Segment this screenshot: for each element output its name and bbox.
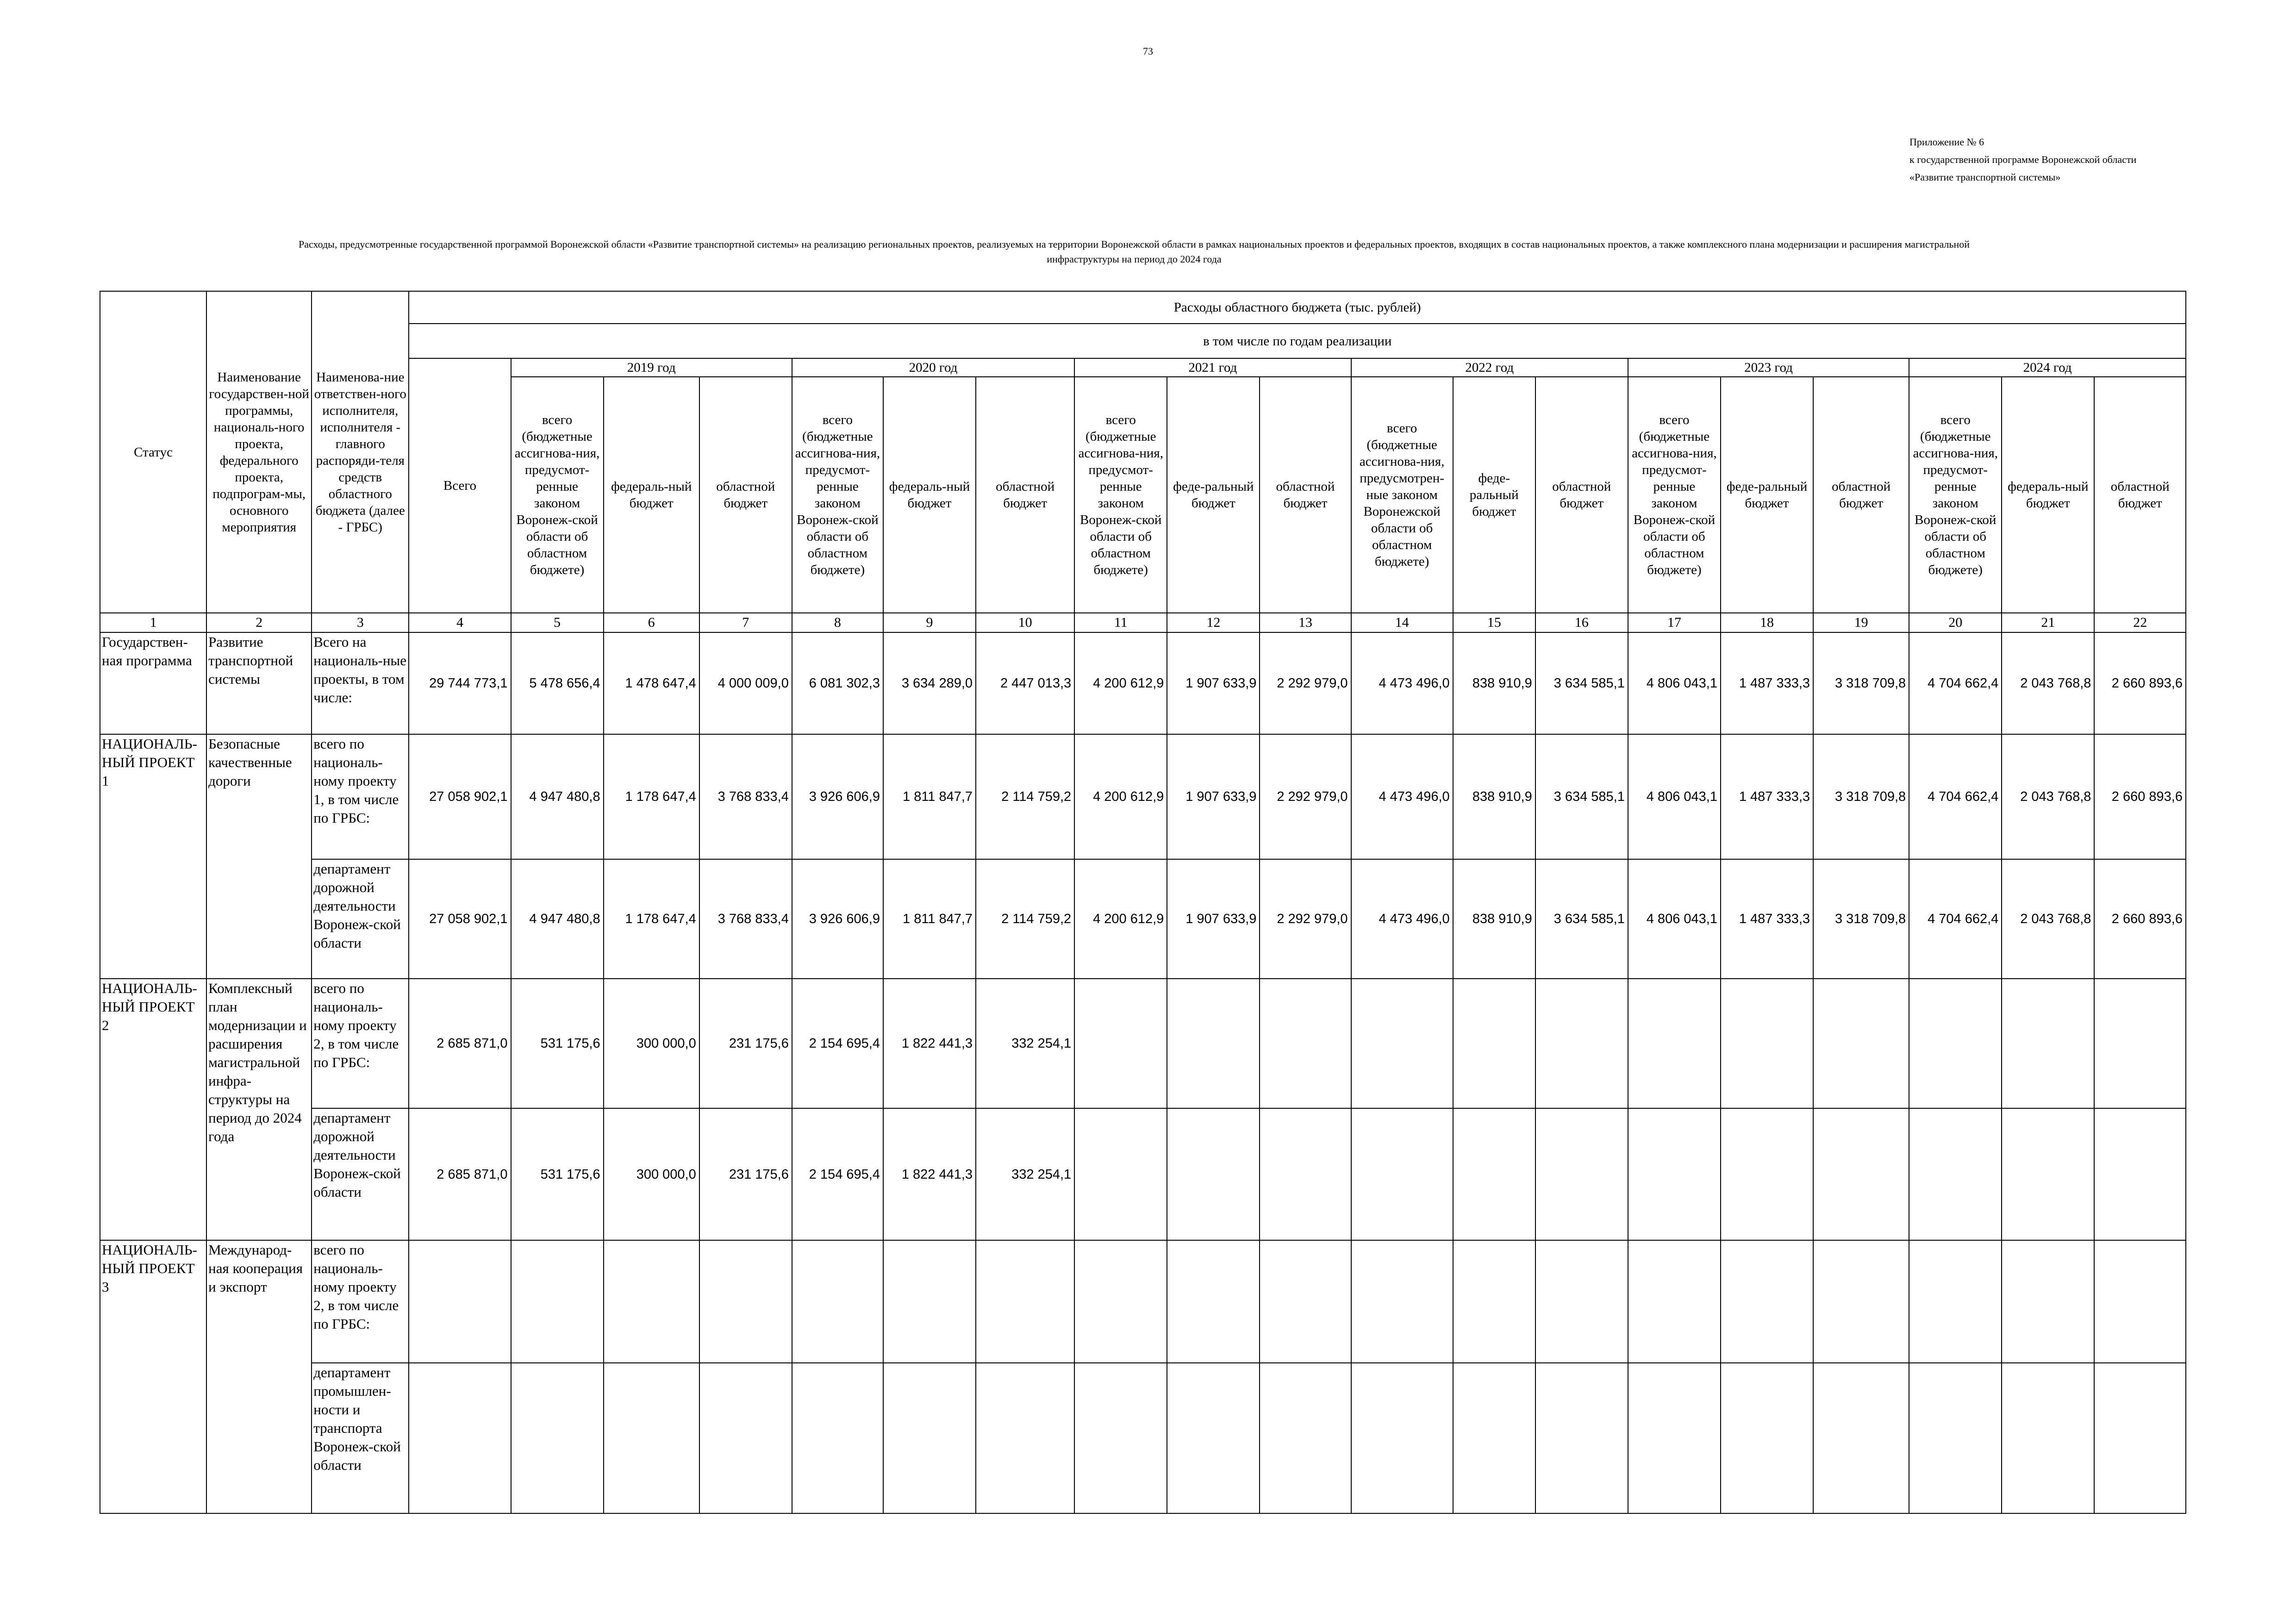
value-cell: 3 768 833,4: [699, 734, 792, 859]
value-cell: 3 926 606,9: [792, 859, 883, 979]
value-cell: 6 081 302,3: [792, 632, 883, 734]
column-number: 8: [792, 613, 883, 632]
appendix-line-3: «Развитие транспортной системы»: [1909, 171, 2061, 183]
value-cell: [1260, 979, 1351, 1108]
value-cell: 5 478 656,4: [511, 632, 604, 734]
value-cell: 2 043 768,8: [2002, 632, 2094, 734]
value-cell: [1535, 1240, 1628, 1363]
status-cell: Государствен-ная программа: [100, 632, 206, 734]
value-cell: 1 487 333,3: [1721, 632, 1813, 734]
value-cell: 1 811 847,7: [883, 859, 976, 979]
value-cell: [1167, 1363, 1260, 1513]
column-number: 17: [1628, 613, 1721, 632]
value-cell: [1721, 1240, 1813, 1363]
value-cell: [511, 1363, 604, 1513]
value-cell: 4 473 496,0: [1351, 859, 1453, 979]
value-cell: [1351, 1363, 1453, 1513]
value-cell: [1453, 1363, 1535, 1513]
value-cell: [2094, 1363, 2186, 1513]
value-cell: 332 254,1: [976, 1108, 1074, 1240]
value-cell: [699, 1240, 792, 1363]
value-cell: 300 000,0: [604, 1108, 699, 1240]
header-federal-budget: федераль-ный бюджет: [604, 377, 699, 613]
value-cell: 4 000 009,0: [699, 632, 792, 734]
value-cell: [1074, 1363, 1167, 1513]
value-cell: [1074, 979, 1167, 1108]
value-cell: 2 685 871,0: [409, 979, 511, 1108]
header-year: 2022 год: [1351, 358, 1628, 377]
value-cell: [1453, 979, 1535, 1108]
value-cell: 3 634 585,1: [1535, 632, 1628, 734]
column-number: 4: [409, 613, 511, 632]
value-cell: 3 634 289,0: [883, 632, 976, 734]
value-cell: 4 200 612,9: [1074, 859, 1167, 979]
value-cell: [2094, 979, 2186, 1108]
column-number: 21: [2002, 613, 2094, 632]
program-name-cell: Международ-ная кооперация и экспорт: [206, 1240, 312, 1513]
value-cell: [1453, 1108, 1535, 1240]
value-cell: [1909, 1108, 2002, 1240]
appendix-line-1: Приложение № 6: [1909, 136, 1984, 148]
header-year: 2020 год: [792, 358, 1074, 377]
value-cell: [1260, 1108, 1351, 1240]
table-row: [100, 1363, 2186, 1513]
value-cell: [1628, 979, 1721, 1108]
value-cell: [1813, 1240, 1909, 1363]
value-cell: 2 660 893,6: [2094, 859, 2186, 979]
value-cell: 332 254,1: [976, 979, 1074, 1108]
value-cell: 2 043 768,8: [2002, 859, 2094, 979]
value-cell: [1351, 979, 1453, 1108]
header-program-name: Наименование государствен-ной программы, националь-ного проекта, федерального проекта, подпрограм-мы, основного мероприятия: [206, 291, 312, 613]
value-cell: 3 318 709,8: [1813, 734, 1909, 859]
value-cell: 838 910,9: [1453, 859, 1535, 979]
value-cell: 4 473 496,0: [1351, 734, 1453, 859]
value-cell: [1167, 1240, 1260, 1363]
value-cell: [2094, 1240, 2186, 1363]
value-cell: 231 175,6: [699, 1108, 792, 1240]
value-cell: 3 634 585,1: [1535, 859, 1628, 979]
table-row: [100, 1240, 2186, 1363]
header-executor: Наименова-ние ответствен-ного исполнителя, исполнителя - главного распоряди-теля средств областного бюджета (далее - ГРБС): [312, 291, 409, 613]
value-cell: 3 318 709,8: [1813, 632, 1909, 734]
value-cell: 1 907 633,9: [1167, 859, 1260, 979]
executor-cell: всего по националь-ному проекту 2, в том числе по ГРБС:: [312, 1240, 409, 1363]
value-cell: 531 175,6: [511, 1108, 604, 1240]
value-cell: 2 292 979,0: [1260, 632, 1351, 734]
value-cell: 2 114 759,2: [976, 859, 1074, 979]
column-number: 1: [100, 613, 206, 632]
value-cell: 1 487 333,3: [1721, 859, 1813, 979]
value-cell: [1721, 1108, 1813, 1240]
value-cell: 27 058 902,1: [409, 859, 511, 979]
column-number: 2: [206, 613, 312, 632]
value-cell: 1 487 333,3: [1721, 734, 1813, 859]
column-number: 15: [1453, 613, 1535, 632]
value-cell: [2002, 1240, 2094, 1363]
status-cell: НАЦИОНАЛЬ-НЫЙ ПРОЕКТ 1: [100, 734, 206, 979]
value-cell: [1167, 1108, 1260, 1240]
status-cell: НАЦИОНАЛЬ-НЫЙ ПРОЕКТ 3: [100, 1240, 206, 1513]
value-cell: 3 768 833,4: [699, 859, 792, 979]
value-cell: [1260, 1363, 1351, 1513]
header-federal-budget: феде-ральный бюджет: [1453, 377, 1535, 613]
program-name-cell: Развитие транспортной системы: [206, 632, 312, 734]
header-subtotal: всего (бюджетные ассигнова-ния, предусмот-ренные законом Воронеж-ской области об областном бюджете): [792, 377, 883, 613]
value-cell: [1167, 979, 1260, 1108]
value-cell: [1628, 1363, 1721, 1513]
value-cell: 2 154 695,4: [792, 979, 883, 1108]
column-number: 10: [976, 613, 1074, 632]
header-status: Статус: [100, 291, 206, 613]
value-cell: 2 660 893,6: [2094, 632, 2186, 734]
value-cell: 2 447 013,3: [976, 632, 1074, 734]
value-cell: [699, 1363, 792, 1513]
executor-cell: департамент промышлен-ности и транспорта Воронеж-ской области: [312, 1363, 409, 1513]
value-cell: [409, 1240, 511, 1363]
value-cell: [1628, 1108, 1721, 1240]
header-regional-budget: областной бюджет: [976, 377, 1074, 613]
page-number: 73: [1143, 45, 1153, 57]
header-regional-budget: областной бюджет: [1813, 377, 1909, 613]
header-subtotal: всего (бюджетные ассигнова-ния, предусмот-ренные законом Воронеж-ской области об областном бюджете): [1628, 377, 1721, 613]
header-by-years: в том числе по годам реализации: [409, 324, 2186, 358]
value-cell: 4 704 662,4: [1909, 632, 2002, 734]
header-year: 2024 год: [1909, 358, 2186, 377]
value-cell: [604, 1363, 699, 1513]
header-regional-budget: областной бюджет: [2094, 377, 2186, 613]
column-number: 18: [1721, 613, 1813, 632]
value-cell: [1351, 1108, 1453, 1240]
table-row: [100, 734, 2186, 859]
value-cell: [1535, 1363, 1628, 1513]
value-cell: 1 907 633,9: [1167, 632, 1260, 734]
value-cell: [1909, 979, 2002, 1108]
value-cell: [1628, 1240, 1721, 1363]
column-number: 16: [1535, 613, 1628, 632]
budget-table: [100, 291, 2186, 1514]
value-cell: [2002, 1108, 2094, 1240]
header-federal-budget: федераль-ный бюджет: [883, 377, 976, 613]
value-cell: [1453, 1240, 1535, 1363]
value-cell: 2 292 979,0: [1260, 859, 1351, 979]
value-cell: [604, 1240, 699, 1363]
value-cell: [883, 1240, 976, 1363]
value-cell: 4 200 612,9: [1074, 734, 1167, 859]
value-cell: [976, 1240, 1074, 1363]
value-cell: [1535, 1108, 1628, 1240]
column-number: 6: [604, 613, 699, 632]
value-cell: [2094, 1108, 2186, 1240]
program-name-cell: Комплексный план модернизации и расширения магистральной инфра-структуры на период до 2024 года: [206, 979, 312, 1240]
table-row: [100, 859, 2186, 979]
value-cell: [1260, 1240, 1351, 1363]
value-cell: 1 822 441,3: [883, 1108, 976, 1240]
value-cell: 3 318 709,8: [1813, 859, 1909, 979]
executor-cell: всего по националь-ному проекту 1, в том числе по ГРБС:: [312, 734, 409, 859]
column-number: 11: [1074, 613, 1167, 632]
value-cell: 3 634 585,1: [1535, 734, 1628, 859]
value-cell: 531 175,6: [511, 979, 604, 1108]
value-cell: 838 910,9: [1453, 734, 1535, 859]
value-cell: [1909, 1240, 2002, 1363]
header-subtotal: всего (бюджетные ассигнова-ния, предусмот-ренные законом Воронеж-ской области об областном бюджете): [511, 377, 604, 613]
document-title: [116, 237, 2152, 267]
value-cell: [1535, 979, 1628, 1108]
value-cell: [883, 1363, 976, 1513]
column-number: 19: [1813, 613, 1909, 632]
value-cell: 2 685 871,0: [409, 1108, 511, 1240]
document-title-line-1: Расходы, предусмотренные государственной программой Воронежской области «Развитие транспортной системы» на реализацию региональных проектов, реализуемых на территории Воронежской области в рамках национальных проектов и федеральных проектов, входящих в состав национальных проектов, а также комплексного плана модернизации и расширения магистральной: [298, 238, 1970, 250]
column-number: 14: [1351, 613, 1453, 632]
value-cell: [409, 1363, 511, 1513]
column-number: 3: [312, 613, 409, 632]
value-cell: [1813, 1363, 1909, 1513]
appendix-line-2: к государственной программе Воронежской области: [1909, 154, 2137, 165]
header-regional-budget: областной бюджет: [699, 377, 792, 613]
value-cell: [2002, 1363, 2094, 1513]
value-cell: 1 907 633,9: [1167, 734, 1260, 859]
column-number: 12: [1167, 613, 1260, 632]
executor-cell: департамент дорожной деятельности Воронеж-ской области: [312, 859, 409, 979]
column-number: 20: [1909, 613, 2002, 632]
value-cell: 1 478 647,4: [604, 632, 699, 734]
value-cell: [1813, 979, 1909, 1108]
value-cell: 4 704 662,4: [1909, 859, 2002, 979]
value-cell: [1909, 1363, 2002, 1513]
header-federal-budget: федераль-ный бюджет: [2002, 377, 2094, 613]
column-number: 9: [883, 613, 976, 632]
program-name-cell: Безопасные качественные дороги: [206, 734, 312, 979]
table-row: [100, 1108, 2186, 1240]
header-budget-title: Расходы областного бюджета (тыс. рублей): [409, 291, 2186, 324]
document-title-line-2: инфраструктуры на период до 2024 года: [1047, 253, 1222, 265]
value-cell: 1 178 647,4: [604, 859, 699, 979]
executor-cell: всего по националь-ному проекту 2, в том числе по ГРБС:: [312, 979, 409, 1108]
value-cell: [1074, 1108, 1167, 1240]
value-cell: [792, 1363, 883, 1513]
appendix-note: [1909, 133, 2136, 186]
table-row: [100, 632, 2186, 734]
column-number: 22: [2094, 613, 2186, 632]
executor-cell: департамент дорожной деятельности Воронеж-ской области: [312, 1108, 409, 1240]
value-cell: [1721, 1363, 1813, 1513]
value-cell: [792, 1240, 883, 1363]
header-subtotal: всего (бюджетные ассигнова-ния, предусмотрен-ные законом Воронежской области об областном бюджете): [1351, 377, 1453, 613]
header-subtotal: всего (бюджетные ассигнова-ния, предусмот-ренные законом Воронеж-ской области об областном бюджете): [1074, 377, 1167, 613]
header-year: 2023 год: [1628, 358, 1909, 377]
value-cell: 4 806 043,1: [1628, 734, 1721, 859]
value-cell: 2 292 979,0: [1260, 734, 1351, 859]
value-cell: 1 178 647,4: [604, 734, 699, 859]
value-cell: [976, 1363, 1074, 1513]
value-cell: [1721, 979, 1813, 1108]
value-cell: 4 947 480,8: [511, 734, 604, 859]
value-cell: 27 058 902,1: [409, 734, 511, 859]
value-cell: 4 473 496,0: [1351, 632, 1453, 734]
value-cell: 2 114 759,2: [976, 734, 1074, 859]
value-cell: 4 704 662,4: [1909, 734, 2002, 859]
value-cell: 4 947 480,8: [511, 859, 604, 979]
value-cell: 4 806 043,1: [1628, 632, 1721, 734]
value-cell: 2 660 893,6: [2094, 734, 2186, 859]
header-federal-budget: феде-ральный бюджет: [1721, 377, 1813, 613]
value-cell: 2 154 695,4: [792, 1108, 883, 1240]
header-regional-budget: областной бюджет: [1535, 377, 1628, 613]
value-cell: 3 926 606,9: [792, 734, 883, 859]
value-cell: [1813, 1108, 1909, 1240]
value-cell: [1351, 1240, 1453, 1363]
value-cell: 231 175,6: [699, 979, 792, 1108]
value-cell: 838 910,9: [1453, 632, 1535, 734]
header-federal-budget: феде-ральный бюджет: [1167, 377, 1260, 613]
value-cell: [2002, 979, 2094, 1108]
value-cell: 4 200 612,9: [1074, 632, 1167, 734]
status-cell: НАЦИОНАЛЬ-НЫЙ ПРОЕКТ 2: [100, 979, 206, 1240]
header-subtotal: всего (бюджетные ассигнова-ния, предусмот-ренные законом Воронеж-ской области об областном бюджете): [1909, 377, 2002, 613]
value-cell: 2 043 768,8: [2002, 734, 2094, 859]
column-number: 7: [699, 613, 792, 632]
value-cell: 29 744 773,1: [409, 632, 511, 734]
executor-cell: Всего на националь-ные проекты, в том числе:: [312, 632, 409, 734]
value-cell: [1074, 1240, 1167, 1363]
header-total: Всего: [409, 358, 511, 613]
header-regional-budget: областной бюджет: [1260, 377, 1351, 613]
table-row: [100, 979, 2186, 1108]
value-cell: 1 822 441,3: [883, 979, 976, 1108]
header-year: 2019 год: [511, 358, 792, 377]
value-cell: [511, 1240, 604, 1363]
column-number: 5: [511, 613, 604, 632]
column-number: 13: [1260, 613, 1351, 632]
header-year: 2021 год: [1074, 358, 1351, 377]
value-cell: 1 811 847,7: [883, 734, 976, 859]
value-cell: 4 806 043,1: [1628, 859, 1721, 979]
value-cell: 300 000,0: [604, 979, 699, 1108]
